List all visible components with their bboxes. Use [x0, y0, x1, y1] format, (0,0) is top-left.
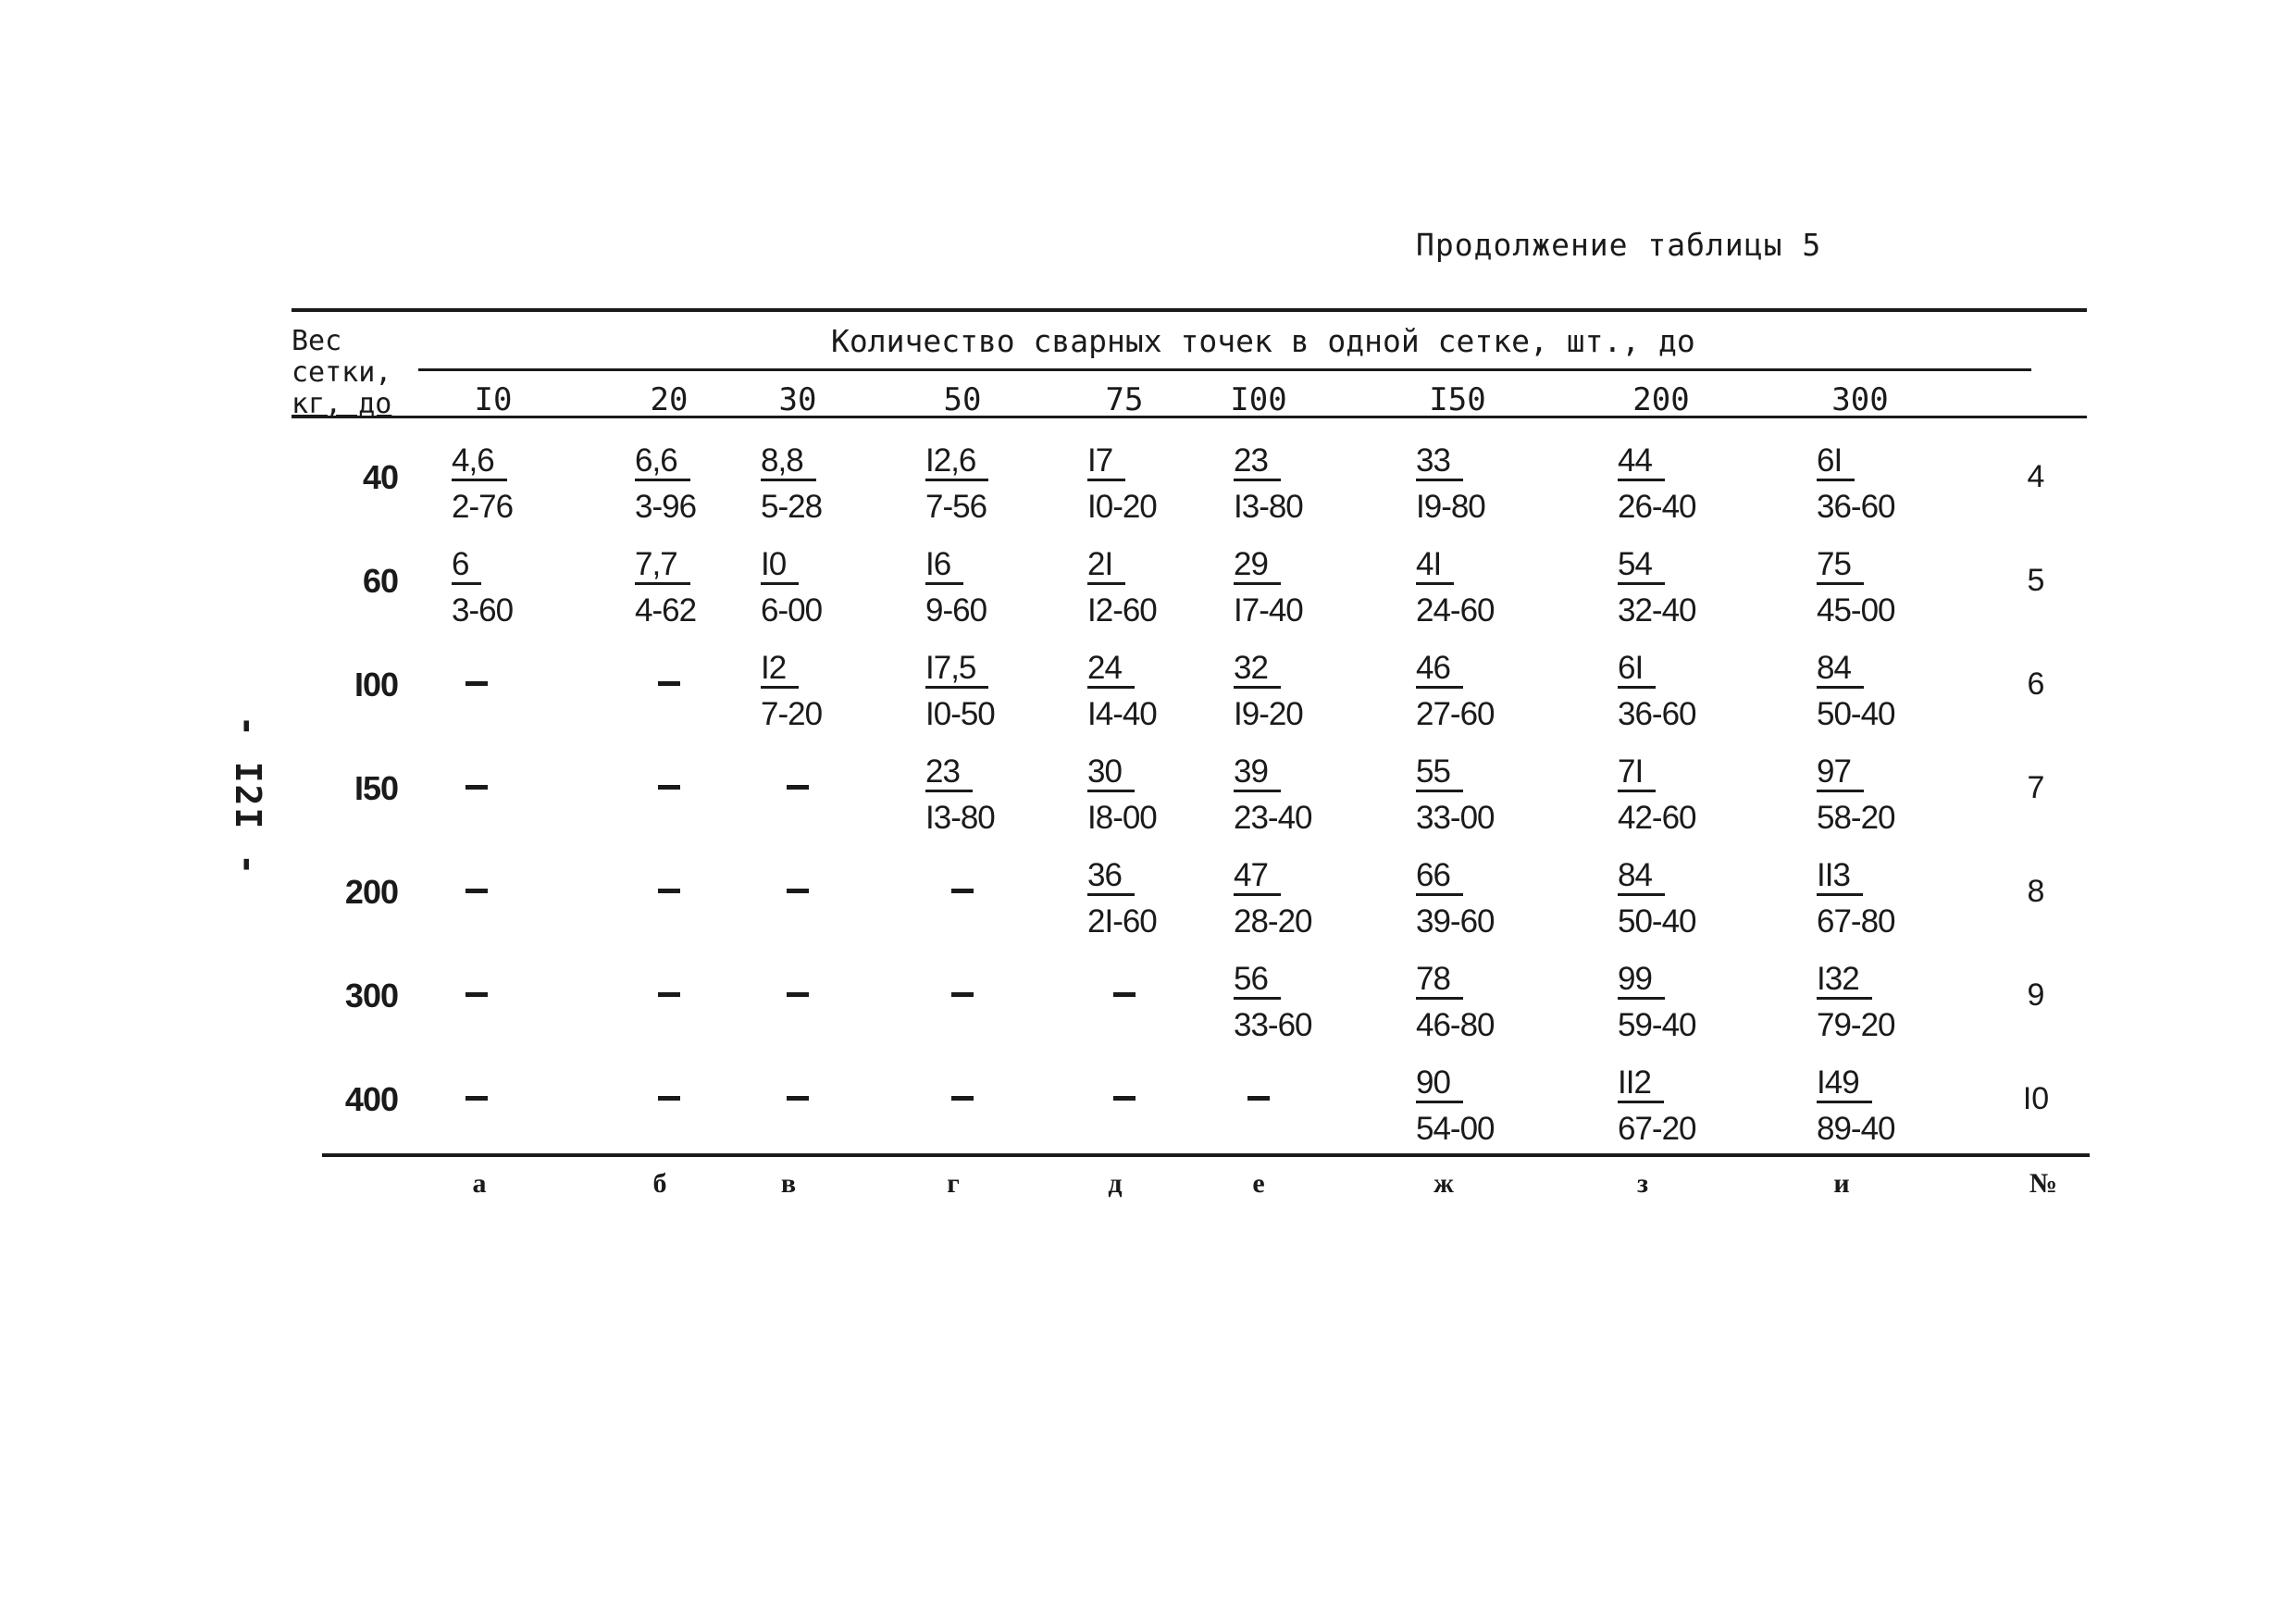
cell-denominator: 5-28	[761, 489, 823, 525]
cell-denominator: 3-96	[635, 489, 697, 525]
empty-cell-dash	[465, 889, 488, 893]
table-cell	[1087, 755, 1157, 834]
cell-numerator: I6	[925, 548, 963, 585]
cell-denominator: 33-00	[1416, 800, 1495, 836]
table-cell	[1618, 652, 1696, 730]
cell-denominator: 36-60	[1618, 696, 1696, 732]
column-header: 75	[1105, 381, 1144, 418]
cell-numerator: 39	[1234, 755, 1281, 792]
empty-cell-dash	[465, 785, 488, 790]
cell-denominator: 2I-60	[1087, 903, 1157, 940]
table-cell	[1416, 755, 1495, 834]
cell-numerator: 44	[1618, 444, 1665, 481]
column-letter: в	[780, 1168, 797, 1199]
cell-numerator: 7,7	[635, 548, 690, 585]
cell-denominator: 36-60	[1817, 489, 1895, 525]
empty-cell-dash	[1247, 1096, 1270, 1101]
cell-numerator: 23	[1234, 444, 1281, 481]
empty-cell-dash	[787, 1096, 809, 1101]
cell-denominator: 67-20	[1618, 1111, 1696, 1147]
table-cell	[1234, 963, 1312, 1041]
row-weight-label: 300	[344, 977, 398, 1014]
empty-cell-dash	[951, 1096, 974, 1101]
page-number: - I2I -	[228, 715, 268, 877]
column-header: 300	[1831, 381, 1889, 418]
cell-numerator: 75	[1817, 548, 1864, 585]
column-header: I00	[1230, 381, 1287, 418]
row-weight-label: I50	[354, 769, 398, 807]
table-cell	[1817, 859, 1895, 938]
row-weight-label: 40	[362, 458, 398, 496]
table-cell	[452, 444, 513, 523]
cell-numerator: 78	[1416, 963, 1463, 1000]
cell-numerator: 99	[1618, 963, 1665, 1000]
weight-header-line-2: сетки,	[292, 356, 392, 389]
row-weight-label: I00	[354, 666, 398, 703]
cell-denominator: 42-60	[1618, 800, 1696, 836]
cell-denominator: I7-40	[1234, 592, 1303, 629]
table-cell	[1087, 859, 1157, 938]
empty-cell-dash	[787, 889, 809, 893]
table-cell	[1416, 652, 1495, 730]
empty-cell-dash	[1113, 1096, 1136, 1101]
cell-numerator: 46	[1416, 652, 1463, 689]
column-letter: №	[2029, 1168, 2058, 1199]
cell-numerator: 47	[1234, 859, 1281, 896]
cell-denominator: I3-80	[1234, 489, 1303, 525]
column-header: I50	[1429, 381, 1486, 418]
cell-numerator: 54	[1618, 548, 1665, 585]
cell-numerator: I2	[761, 652, 799, 689]
cell-numerator: 6,6	[635, 444, 690, 481]
table-cell	[1416, 444, 1485, 523]
row-number: 5	[2027, 563, 2045, 598]
cell-denominator: 58-20	[1817, 800, 1895, 836]
cell-numerator: 29	[1234, 548, 1281, 585]
empty-cell-dash	[658, 1096, 680, 1101]
column-letter: г	[947, 1168, 960, 1199]
table-cell	[1618, 1066, 1696, 1145]
table-cell	[635, 548, 696, 627]
column-letter: д	[1108, 1168, 1123, 1199]
cell-denominator: 50-40	[1817, 696, 1895, 732]
cell-denominator: 23-40	[1234, 800, 1312, 836]
table-cell	[1618, 548, 1696, 627]
row-number: I0	[2022, 1081, 2050, 1116]
table-cell	[925, 548, 987, 627]
table-cell	[1618, 963, 1696, 1041]
empty-cell-dash	[951, 992, 974, 997]
empty-cell-dash	[787, 785, 809, 790]
column-header: 200	[1632, 381, 1690, 418]
table-cell	[1234, 444, 1303, 523]
cell-denominator: 45-00	[1817, 592, 1895, 629]
table-cell	[452, 548, 513, 627]
subheader-rule	[418, 368, 2031, 371]
table-cell	[925, 652, 995, 730]
table-cell	[1087, 652, 1157, 730]
cell-numerator: I49	[1817, 1066, 1872, 1103]
cell-denominator: 28-20	[1234, 903, 1312, 940]
table-cell	[1234, 652, 1303, 730]
table-cell	[1416, 963, 1495, 1041]
cell-denominator: I4-40	[1087, 696, 1157, 732]
cell-numerator: I32	[1817, 963, 1872, 1000]
table-cell	[1817, 548, 1895, 627]
cell-numerator: 7I	[1618, 755, 1656, 792]
table-cell	[761, 548, 822, 627]
cell-numerator: I7,5	[925, 652, 988, 689]
empty-cell-dash	[658, 992, 680, 997]
cell-numerator: 4,6	[452, 444, 507, 481]
empty-cell-dash	[465, 992, 488, 997]
cell-numerator: I7	[1087, 444, 1125, 481]
cell-denominator: 46-80	[1416, 1007, 1495, 1043]
span-title: Количество сварных точек в одной сетке, шт., до	[831, 323, 1695, 359]
cell-numerator: 32	[1234, 652, 1281, 689]
cell-denominator: I0-50	[925, 696, 995, 732]
cell-numerator: I2,6	[925, 444, 988, 481]
cell-numerator: I0	[761, 548, 799, 585]
column-header: 50	[943, 381, 982, 418]
cell-numerator: 84	[1618, 859, 1665, 896]
column-letter: з	[1636, 1168, 1649, 1199]
cell-numerator: 2I	[1087, 548, 1125, 585]
cell-numerator: II2	[1618, 1066, 1664, 1103]
row-number: 6	[2027, 666, 2045, 702]
empty-cell-dash	[951, 889, 974, 893]
cell-denominator: 89-40	[1817, 1111, 1895, 1147]
cell-denominator: 24-60	[1416, 592, 1495, 629]
cell-denominator: 9-60	[925, 592, 987, 629]
table-cell	[1817, 963, 1895, 1041]
cell-denominator: 33-60	[1234, 1007, 1312, 1043]
table-cell	[1618, 859, 1696, 938]
cell-denominator: 2-76	[452, 489, 514, 525]
cell-denominator: 50-40	[1618, 903, 1696, 940]
cell-numerator: 84	[1817, 652, 1864, 689]
table-caption: Продолжение таблицы 5	[1416, 227, 1822, 263]
cell-denominator: 7-20	[761, 696, 823, 732]
table-cell	[1618, 444, 1696, 523]
row-number: 4	[2027, 459, 2045, 494]
cell-denominator: 6-00	[761, 592, 823, 629]
row-weight-label: 200	[344, 873, 398, 911]
table-cell	[1234, 548, 1303, 627]
table-cell	[761, 444, 822, 523]
column-letter: а	[472, 1168, 487, 1199]
row-number: 7	[2027, 770, 2045, 805]
cell-denominator: 79-20	[1817, 1007, 1895, 1043]
empty-cell-dash	[1113, 992, 1136, 997]
weight-header-line-3: кг, до	[292, 388, 392, 420]
table-cell	[635, 444, 696, 523]
bottom-rule	[322, 1153, 2090, 1157]
cell-denominator: I3-80	[925, 800, 995, 836]
cell-denominator: 54-00	[1416, 1111, 1495, 1147]
column-letter: б	[652, 1168, 667, 1199]
cell-numerator: 36	[1087, 859, 1135, 896]
empty-cell-dash	[465, 681, 488, 686]
cell-denominator: I8-00	[1087, 800, 1157, 836]
empty-cell-dash	[658, 889, 680, 893]
column-header: 30	[778, 381, 817, 418]
weight-header-line-1: Вес	[292, 325, 342, 357]
table-cell	[761, 652, 822, 730]
column-letter: ж	[1433, 1168, 1454, 1199]
table-cell	[1234, 859, 1312, 938]
cell-numerator: 24	[1087, 652, 1135, 689]
table-cell	[1416, 859, 1495, 938]
empty-cell-dash	[787, 992, 809, 997]
cell-numerator: 6I	[1817, 444, 1855, 481]
cell-denominator: 39-60	[1416, 903, 1495, 940]
cell-denominator: 59-40	[1618, 1007, 1696, 1043]
cell-numerator: II3	[1817, 859, 1863, 896]
table-cell	[1416, 548, 1495, 627]
table-cell	[1087, 444, 1157, 523]
table-cell	[1817, 444, 1895, 523]
cell-denominator: I2-60	[1087, 592, 1157, 629]
row-number: 9	[2027, 977, 2045, 1013]
table-cell	[1087, 548, 1157, 627]
column-letter: е	[1252, 1168, 1265, 1199]
table-cell	[1618, 755, 1696, 834]
cell-denominator: 32-40	[1618, 592, 1696, 629]
column-header: 20	[650, 381, 689, 418]
row-weight-label: 60	[362, 562, 398, 600]
cell-numerator: 97	[1817, 755, 1864, 792]
cell-numerator: 6	[452, 548, 481, 585]
cell-denominator: I9-80	[1416, 489, 1485, 525]
cell-numerator: 30	[1087, 755, 1135, 792]
cell-denominator: 7-56	[925, 489, 987, 525]
column-header: I0	[474, 381, 513, 418]
cell-denominator: 27-60	[1416, 696, 1495, 732]
cell-numerator: 66	[1416, 859, 1463, 896]
cell-numerator: 33	[1416, 444, 1463, 481]
table-cell	[1234, 755, 1312, 834]
cell-denominator: 3-60	[452, 592, 514, 629]
table-cell	[925, 444, 988, 523]
column-letter: и	[1833, 1168, 1850, 1199]
cell-numerator: 4I	[1416, 548, 1454, 585]
cell-denominator: 4-62	[635, 592, 697, 629]
table-cell	[1416, 1066, 1495, 1145]
table-cell	[1817, 1066, 1895, 1145]
table-cell	[1817, 755, 1895, 834]
cell-denominator: 67-80	[1817, 903, 1895, 940]
cell-numerator: 56	[1234, 963, 1281, 1000]
cell-numerator: 8,8	[761, 444, 816, 481]
empty-cell-dash	[658, 785, 680, 790]
cell-denominator: 26-40	[1618, 489, 1696, 525]
cell-denominator: I0-20	[1087, 489, 1157, 525]
table-cell	[1817, 652, 1895, 730]
weight-header	[292, 326, 391, 420]
cell-numerator: 6I	[1618, 652, 1656, 689]
cell-denominator: I9-20	[1234, 696, 1303, 732]
cell-numerator: 23	[925, 755, 973, 792]
cell-numerator: 90	[1416, 1066, 1463, 1103]
row-weight-label: 400	[344, 1080, 398, 1118]
empty-cell-dash	[658, 681, 680, 686]
top-rule	[292, 308, 2087, 312]
cell-numerator: 55	[1416, 755, 1463, 792]
empty-cell-dash	[465, 1096, 488, 1101]
table-cell	[925, 755, 995, 834]
row-number: 8	[2027, 874, 2045, 909]
